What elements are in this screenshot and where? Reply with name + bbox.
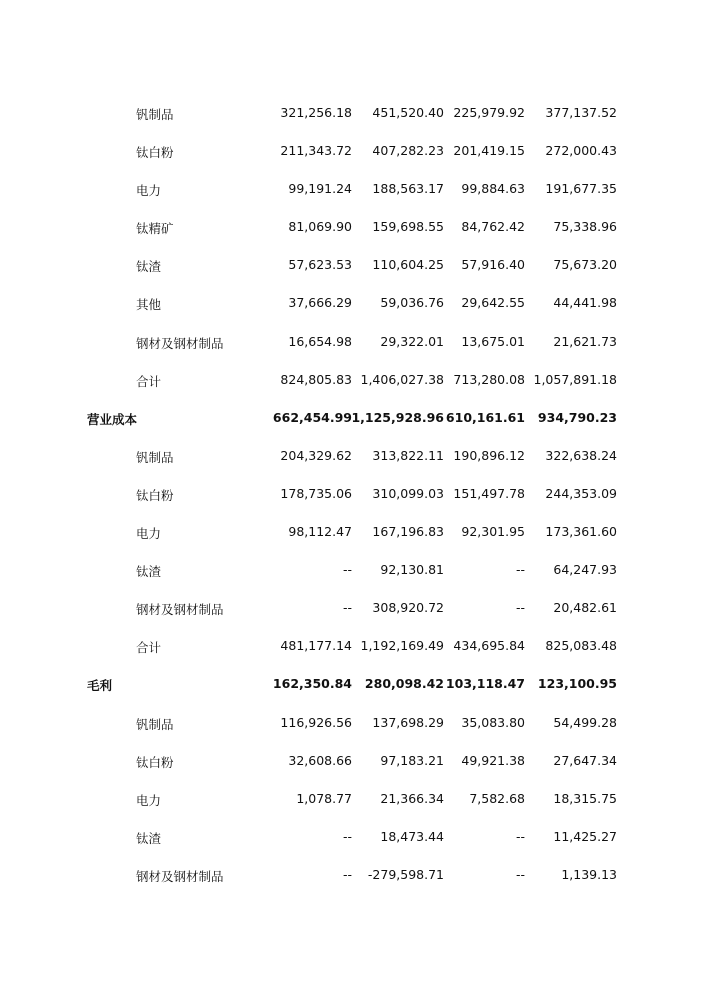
cell-value-col-4: 21,621.73 [553,333,617,349]
row-label: 钢材及钢材制品 [136,868,224,884]
table-row [0,246,710,284]
cell-value-col-4: 11,425.27 [553,828,617,844]
cell-value-col-1: -- [342,600,352,616]
table-row [0,742,710,780]
table-row [0,170,710,208]
section-header-row [0,399,710,437]
table-row [0,208,710,246]
cell-value-col-1: 321,256.18 [280,105,352,120]
cell-value-col-3: 190,896.12 [453,447,525,463]
row-label: 钛白粉 [136,487,174,503]
cell-value-col-2: 110,604.25 [372,257,444,273]
cell-value-col-4: 825,083.48 [545,638,617,654]
row-label: 营业成本 [87,411,138,427]
cell-value-col-3: 201,419.15 [453,143,525,159]
row-label: 合计 [136,373,162,389]
cell-value-col-4: 322,638.24 [545,447,617,463]
cell-value-col-3: 92,301.95 [461,524,525,540]
cell-value-col-4: 1,139.13 [561,866,617,882]
cell-value-col-3: 84,762.42 [461,219,525,235]
cell-value-col-4: 272,000.43 [545,143,617,159]
cell-value-col-1: 16,654.98 [288,333,352,349]
row-label: 钒制品 [136,449,174,465]
cell-value-col-3: 29,642.55 [461,295,525,311]
row-label: 电力 [136,526,162,542]
cell-value-col-4: 44,441.98 [553,295,617,311]
row-label: 钛渣 [136,830,162,846]
cell-value-col-1: -- [342,562,352,578]
cell-value-col-1: 99,191.24 [288,181,352,197]
cell-value-col-2: 159,698.55 [372,219,444,235]
cell-value-col-4: 18,315.75 [553,790,617,806]
table-row [0,589,710,627]
table-row [0,132,710,170]
cell-value-col-3: 151,497.78 [453,485,525,501]
row-label: 钛精矿 [136,221,174,237]
table-row [0,704,710,742]
cell-value-col-1: 32,608.66 [288,752,352,768]
cell-value-col-2: 92,130.81 [380,562,444,578]
table-row [0,627,710,665]
cell-value-col-4: 20,482.61 [553,600,617,616]
cell-value-col-1: 116,926.56 [280,714,352,730]
table-row [0,475,710,513]
cell-value-col-3: 103,118.47 [445,676,525,692]
table-row [0,818,710,856]
table-row [0,94,710,132]
table-row [0,551,710,589]
row-label: 钢材及钢材制品 [136,335,224,351]
cell-value-col-1: -- [342,866,352,882]
row-label: 电力 [136,792,162,808]
cell-value-col-2: 310,099.03 [372,485,444,501]
cell-value-col-4: 64,247.93 [553,562,617,578]
cell-value-col-2: 97,183.21 [380,752,444,768]
cell-value-col-3: 225,979.92 [453,105,525,120]
cell-value-col-1: 57,623.53 [288,257,352,273]
cell-value-col-3: 610,161.61 [445,409,525,425]
cell-value-col-2: 188,563.17 [372,181,444,197]
cell-value-col-1: 211,343.72 [280,143,352,159]
cell-value-col-2: 451,520.40 [372,105,444,120]
cell-value-col-4: 1,057,891.18 [533,371,617,387]
table-row [0,437,710,475]
financial-table [0,94,710,894]
cell-value-col-3: -- [515,828,525,844]
cell-value-col-1: 98,112.47 [288,524,352,540]
cell-value-col-3: 7,582.68 [469,790,525,806]
cell-value-col-4: 123,100.95 [537,676,617,692]
cell-value-col-3: 49,921.38 [461,752,525,768]
cell-value-col-3: 13,675.01 [461,333,525,349]
cell-value-col-2: 407,282.23 [372,143,444,159]
cell-value-col-1: 178,735.06 [280,485,352,501]
cell-value-col-4: 75,673.20 [553,257,617,273]
cell-value-col-4: 54,499.28 [553,714,617,730]
cell-value-col-4: 173,361.60 [545,524,617,540]
cell-value-col-2: 59,036.76 [380,295,444,311]
cell-value-col-1: 162,350.84 [272,676,352,692]
table-row [0,361,710,399]
cell-value-col-3: 57,916.40 [461,257,525,273]
cell-value-col-2: 313,822.11 [372,447,444,463]
cell-value-col-3: -- [515,600,525,616]
cell-value-col-1: 481,177.14 [280,638,352,654]
cell-value-col-2: 18,473.44 [380,828,444,844]
row-label: 电力 [136,183,162,199]
cell-value-col-4: 191,677.35 [545,181,617,197]
row-label: 毛利 [87,678,113,694]
table-row [0,284,710,322]
cell-value-col-1: 662,454.99 [272,409,352,425]
row-label: 合计 [136,640,162,656]
cell-value-col-2: 280,098.42 [364,676,444,692]
table-row [0,323,710,361]
row-label: 其他 [136,297,162,313]
cell-value-col-3: -- [515,562,525,578]
row-label: 钢材及钢材制品 [136,602,224,618]
cell-value-col-4: 377,137.52 [545,105,617,120]
cell-value-col-3: 99,884.63 [461,181,525,197]
table-row [0,513,710,551]
section-header-row [0,665,710,703]
cell-value-col-1: 204,329.62 [280,447,352,463]
row-label: 钛渣 [136,259,162,275]
cell-value-col-4: 934,790.23 [537,409,617,425]
row-label: 钒制品 [136,107,174,122]
cell-value-col-1: 81,069.90 [288,219,352,235]
cell-value-col-2: 1,125,928.96 [351,409,444,425]
cell-value-col-2: -279,598.71 [367,866,444,882]
cell-value-col-2: 167,196.83 [372,524,444,540]
table-row [0,856,710,894]
cell-value-col-2: 308,920.72 [372,600,444,616]
cell-value-col-1: -- [342,828,352,844]
row-label: 钛渣 [136,564,162,580]
table-row [0,780,710,818]
cell-value-col-2: 29,322.01 [380,333,444,349]
cell-value-col-1: 1,078.77 [296,790,352,806]
cell-value-col-3: 713,280.08 [453,371,525,387]
row-label: 钒制品 [136,716,174,732]
row-label: 钛白粉 [136,754,174,770]
row-label: 钛白粉 [136,145,174,161]
cell-value-col-2: 137,698.29 [372,714,444,730]
cell-value-col-4: 27,647.34 [553,752,617,768]
cell-value-col-4: 75,338.96 [553,219,617,235]
cell-value-col-1: 37,666.29 [288,295,352,311]
cell-value-col-2: 21,366.34 [380,790,444,806]
cell-value-col-3: -- [515,866,525,882]
cell-value-col-3: 434,695.84 [453,638,525,654]
cell-value-col-4: 244,353.09 [545,485,617,501]
cell-value-col-2: 1,192,169.49 [360,638,444,654]
cell-value-col-1: 824,805.83 [280,371,352,387]
cell-value-col-3: 35,083.80 [461,714,525,730]
cell-value-col-2: 1,406,027.38 [360,371,444,387]
